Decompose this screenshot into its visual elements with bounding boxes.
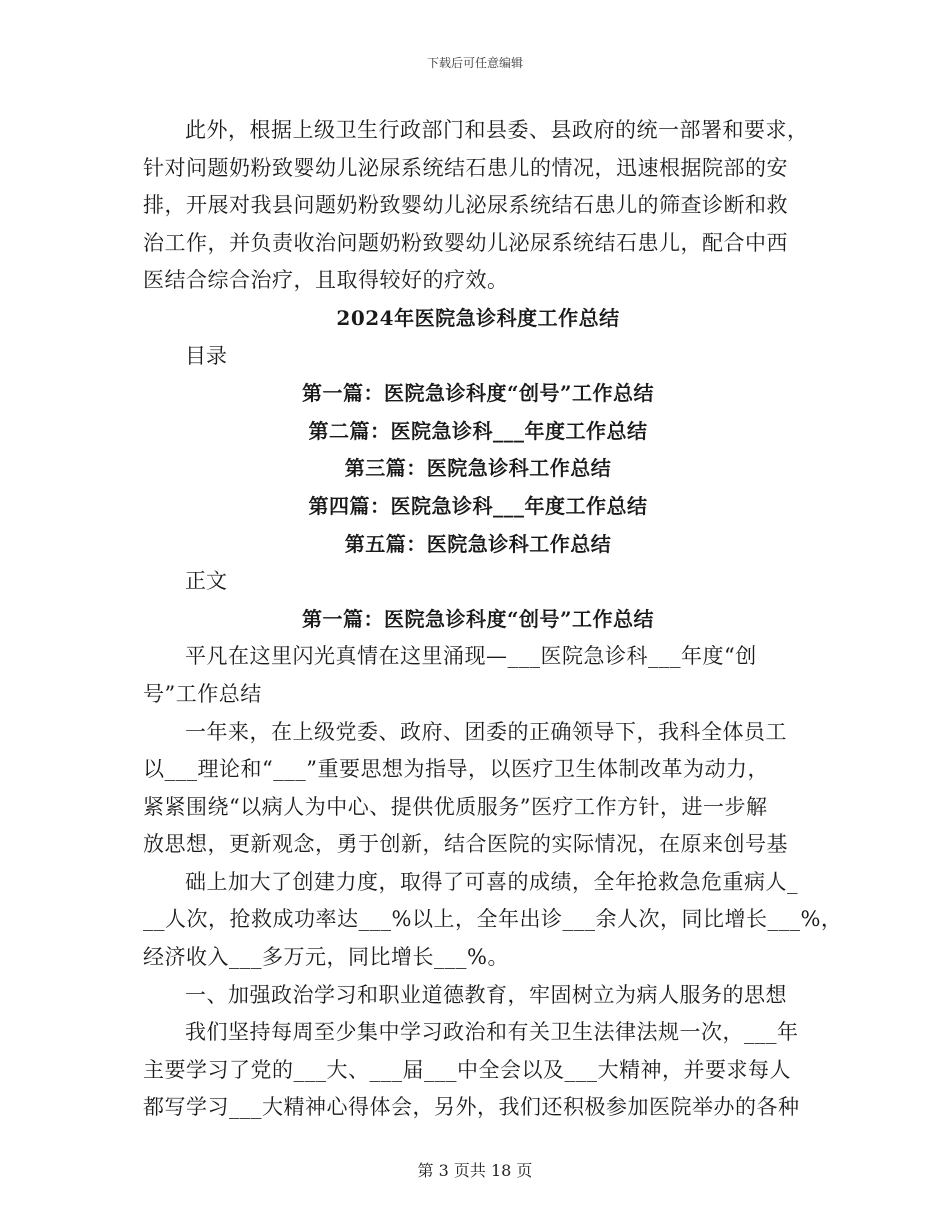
section-heading-1: 一、加强政治学习和职业道德教育，牢固树立为病人服务的思想 [185, 982, 787, 1007]
para1-line-2: 以___理论和“___”重要思想为指导，以医疗卫生体制改革为动力， [143, 757, 769, 782]
subtitle-line-1: 平凡在这里闪光真情在这里涌现—___医院急诊科___年度“创 [185, 644, 757, 669]
document-title: 2024年医院急诊科度工作总结 [336, 305, 620, 330]
subtitle-line-2: 号”工作总结 [143, 681, 262, 706]
intro-line-1: 此外，根据上级卫生行政部门和县委、县政府的统一部署和要求， [185, 118, 809, 142]
para1-line-3: 紧紧围绕“以病人为中心、提供优质服务”医疗工作方针，进一步解 [143, 794, 768, 819]
para2-line-3: 经济收入___多万元，同比增长___%。 [143, 945, 509, 970]
para3-line-1: 我们坚持每周至少集中学习政治和有关卫生法律法规一次，___年 [185, 1020, 799, 1045]
page-header: 下载后可任意编辑 [426, 56, 523, 70]
toc-item-1: 第一篇：医院急诊科度“创号”工作总结 [301, 381, 654, 406]
toc-item-5: 第五篇：医院急诊科工作总结 [344, 531, 612, 556]
para3-line-2: 主要学习了党的___大、___届___中全会以及___大精神，并要求每人 [143, 1057, 791, 1082]
toc-item-2: 第二篇：医院急诊科___年度工作总结 [308, 418, 648, 443]
para1-line-4: 放思想，更新观念，勇于创新，结合医院的实际情况，在原来创号基 [143, 832, 788, 857]
intro-line-5: 医结合综合治疗，且取得较好的疗效。 [143, 268, 509, 293]
intro-line-3: 排，开展对我县问题奶粉致婴幼儿泌尿系统结石患儿的筛查诊断和救 [143, 193, 788, 218]
section1-title: 第一篇：医院急诊科度“创号”工作总结 [301, 606, 654, 631]
page-footer: 第 3 页共 18 页 [417, 1161, 533, 1180]
toc-item-3: 第三篇：医院急诊科工作总结 [344, 456, 612, 481]
intro-line-2: 针对问题奶粉致婴幼儿泌尿系统结石患儿的情况，迅速根据院部的安 [143, 155, 788, 180]
intro-line-4: 治工作，并负责收治问题奶粉致婴幼儿泌尿系统结石患儿，配合中西 [143, 230, 788, 255]
document-body [143, 112, 843, 1127]
para2-line-2: __人次，抢救成功率达___%以上，全年出诊___余人次，同比增长___%， [143, 907, 843, 932]
para1-line-1: 一年来，在上级党委、政府、团委的正确领导下，我科全体员工 [185, 719, 787, 744]
para2-line-1: 础上加大了创建力度，取得了可喜的成绩，全年抢救急危重病人_ [185, 869, 798, 894]
para3-line-3: 都写学习___大精神心得体会，另外，我们还积极参加医院举办的各种 [143, 1095, 800, 1120]
toc-item-4: 第四篇：医院急诊科___年度工作总结 [308, 493, 648, 518]
body-label: 正文 [185, 569, 227, 594]
toc-label: 目录 [185, 343, 227, 368]
